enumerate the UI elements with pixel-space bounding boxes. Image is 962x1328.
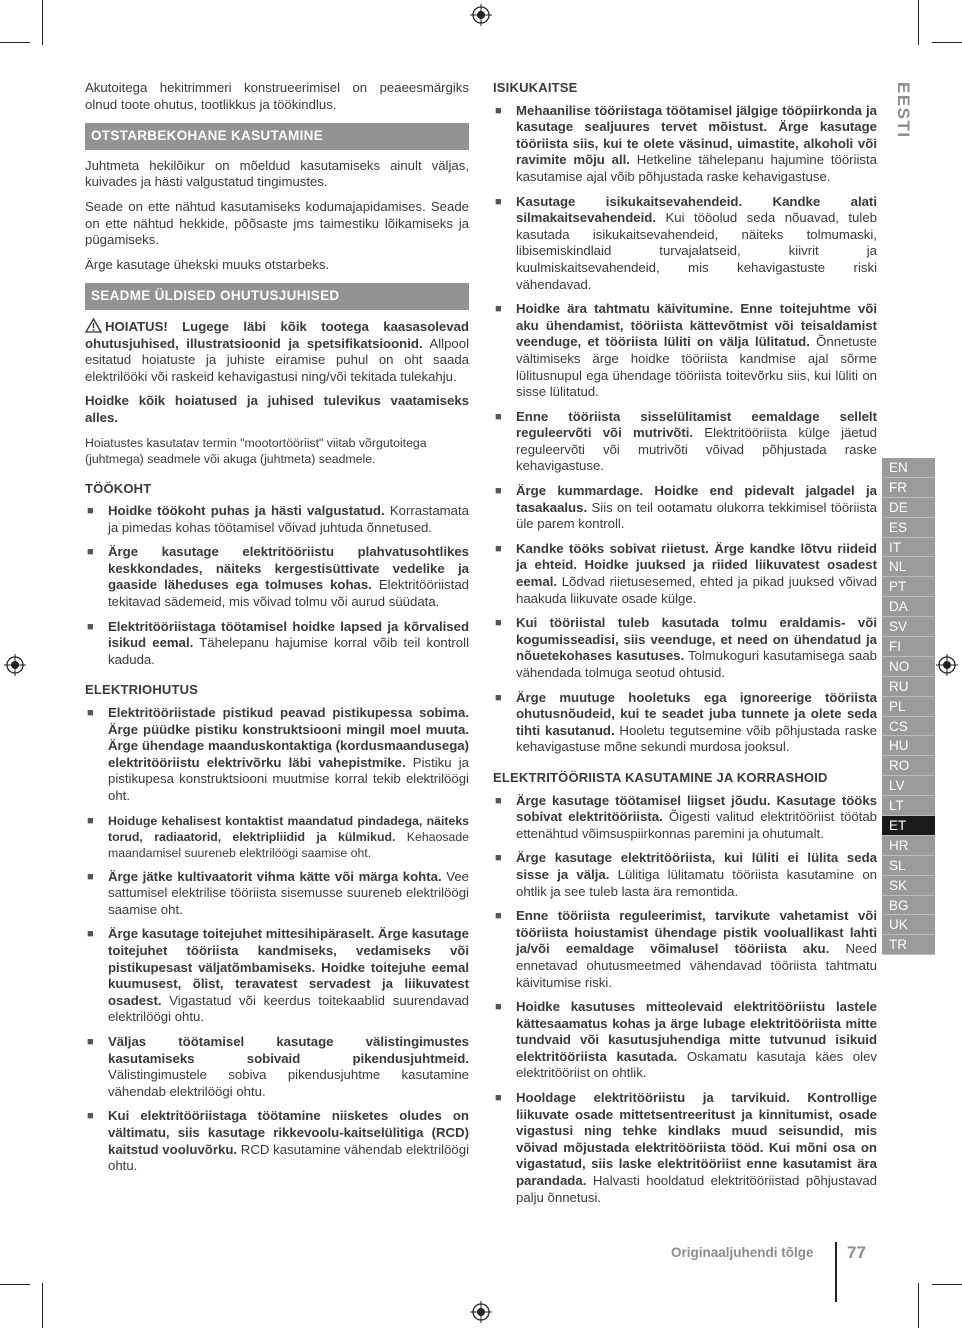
item-text: Vigastatud või keerdus toitekaablid suurendavad elektrilöögi ohtu. <box>108 992 469 1025</box>
item-bold: Kasutage isikukaitsevahendeid. Kandke alati silmakaitsevahendeid. <box>516 193 877 226</box>
list-item: ■ Ärge kasutage elektritööriista, kui lüliti ei lülita seda sisse ja välja. Lülitiga lülitamatu tööriista kasutamine on ohtlik ja see tuleb lasta ära remontida. <box>495 850 877 899</box>
right-column <box>493 80 877 1214</box>
registration-mark-icon <box>936 654 958 676</box>
item-bold: Hoidke ära tahtmatu käivitumine. Enne toitejuhtme või aku ühendamist, tööriista kättevõtmist või teisaldamist veenduge, et tööriista lüliti on välja lülitatud. <box>516 301 877 350</box>
crop-mark <box>932 1284 962 1285</box>
list-item: ■ Ärge kasutage toitejuhet mittesihipäraselt. Ärge kasutage toitejuhet tööriista kandmiseks, vedamiseks või pistikupesast väljatõmbamiseks. Hoidke toitejuhe eemal kuumusest, õlist, teravatest servadest ja liikuvatest osadest. Vigastatud või keerdus toitekaablid suurendavad elektrilöögi ohtu. <box>87 926 469 1025</box>
footer-divider <box>835 1242 837 1302</box>
list-item: ■ Hoidke ära tahtmatu käivitumine. Enne toitejuhtme või aku ühendamist, tööriista kättevõtmist või teisaldamist veenduge, et tööriista lüliti on välja lülitatud. Õnnetuste vältimiseks ärge hoidke tööriista kandmise ajal sõrme lülitusnupul ega ühendage tööriista toitevõrku siis, kui lüliti on sisse lülitatud. <box>495 301 877 400</box>
list-item: ■ Ärge jätke kultivaatorit vihma kätte või märga kohta. Vee sattumisel elektrilise tööriista sisemusse suureneb elektrilöögi saamise oht. <box>87 868 469 917</box>
language-tab-de[interactable]: DE <box>882 498 935 518</box>
keep-instructions <box>85 393 469 426</box>
item-bold: Kui tööriistal tuleb kasutada tolmu eraldamis- või kogumisseadisi, siis veenduge, et need on ühendatud ja nõuetekohases kasutuses. <box>516 615 877 664</box>
language-tab-uk[interactable]: UK <box>882 915 935 935</box>
keep-instructions-text: Hoidke kõik hoiatused ja juhised tulevikus vaatamiseks alles. <box>85 393 469 425</box>
registration-mark-icon <box>470 4 492 26</box>
item-bold: Hooldage elektritööriistu ja tarvikuid. Kontrollige liikuvate osade mittetsentreeritust ja kinnitumist, osade vigastusi ning tehke kindlaks muud seisundid, mis võivad mõjustada elektritööriista tööd. Kui mõni osa on vigastatud, siis laske elektritööriist enne kasutamist ära parandada. <box>516 1090 877 1189</box>
item-bold: Hoidke töökoht puhas ja hästi valgustatud. <box>108 503 385 519</box>
section-heading-intended-use: OTSTARBEKOHANE KASUTAMINE <box>85 123 469 150</box>
warning-triangle-icon <box>85 318 102 333</box>
subheading-tool-use-care: ELEKTRITÖÖRIISTA KASUTAMINE JA KORRASHOID <box>493 769 828 785</box>
language-tab-it[interactable]: IT <box>882 538 935 558</box>
warning-text: Allpool esitatud hoiatuste ja juhiste eiramise puhul on oht saada elektrilööki või raskeid kehavigastusi ning/või tekitada tulekahju. <box>85 335 470 384</box>
registration-mark-icon <box>4 654 26 676</box>
list-item: ■ Kasutage isikukaitsevahendeid. Kandke alati silmakaitsevahendeid. Kui tööolud seda nõuavad, tuleb kasutada isikukaitsevahendeid, näiteks tolmumaski, libisemiskindlaid turvajalatseid, kiivrit ja kuulmiskaitsevahendeid, mis kehavigastuste riski vähendavad. <box>495 193 877 292</box>
language-tab-sv[interactable]: SV <box>882 617 935 637</box>
item-text: Tähelepanu hajumise korral võib teil kontroll kaduda. <box>108 635 470 667</box>
language-tab-ro[interactable]: RO <box>882 756 935 776</box>
item-bold: Ärge kasutage toitejuhet mittesihipäraselt. Ärge kasutage toitejuhet tööriista kandmiseks, vedamiseks või pistikupesast väljatõmbamiseks. Hoidke toitejuhe eemal kuumusest, õlist, teravatest servadest ja liikuvatest osadest. <box>108 926 469 1008</box>
language-tab-sk[interactable]: SK <box>882 876 935 896</box>
item-text: Hooletu tegutsemine võib põhjustada raske kehavigastuse mõne sekundi murdosa jooksul. <box>516 722 877 755</box>
item-text: Pistiku ja pistikupesa konstruktsiooni muutmise korral tekib elektrilöögi oht. <box>108 754 469 803</box>
intro-paragraph: Akutoitega hekitrimmeri konstrueerimisel on peaeesmärgiks olnud toote ohutus, tootlikkus ja töökindlus. <box>85 80 469 112</box>
paragraph: Ärge kasutage ühekski muuks otstarbeks. <box>85 256 330 272</box>
item-bold: Ärge kasutage töötamisel liigset jõudu. Kasutage tööks sobivat elektritööriista. <box>516 792 877 825</box>
item-bold: Elektritööriistaga töötamisel hoidke lapsed ja kõrvalised isikud eemal. <box>108 618 469 651</box>
item-bold: Ärge kummardage. Hoidke end pidevalt jalgadel ja tasakaalus. <box>516 483 877 515</box>
language-tab-ru[interactable]: RU <box>882 677 935 697</box>
item-bold: Mehaanilise tööriistaga töötamisel jälgige tööpiirkonda ja kasutage sealjuures tervet mõistust. Ärge kasutage tööriista siis, kui te olete väsinud, uimastite, alkoholi või ravimite mõju all. <box>516 102 877 168</box>
item-bold: Hoidke kasutuses mitteolevaid elektritööriistu lastele kättesaamatus kohas ja ärge lubage elektritööriista mitte tundvaid või kasutusjuhendiga mitte tutvunud isikuid elektritööriista kasutada. <box>516 999 877 1064</box>
list-item: ■ Ärge kasutage töötamisel liigset jõudu. Kasutage tööks sobivat elektritööriista. Õigesti valitud elektritööriist töötab ettenähtud võimsuspiirkonnas paremini ja ohutumalt. <box>495 792 877 841</box>
list-item: ■ Ärge kummardage. Hoidke end pidevalt jalgadel ja tasakaalus. Siis on teil ootamatu olukorra tekkimisel tööriista üle parem kontroll. <box>495 483 877 532</box>
language-tab-no[interactable]: NO <box>882 657 935 677</box>
language-tab-fi[interactable]: FI <box>882 637 935 657</box>
language-tab-pl[interactable]: PL <box>882 697 935 717</box>
item-text: Need ennetavad ohutusmeetmed vähendavad tööriista tahtmatu käivitumise riski. <box>516 941 877 990</box>
registration-mark-icon <box>470 1301 492 1323</box>
language-tab-tr[interactable]: TR <box>882 935 935 955</box>
crop-mark <box>918 1283 919 1328</box>
item-bold: Kandke tööks sobivat riietust. Ärge kandke lõtvu riideid ja ehteid. Hoidke juuksed ja riided liikuvatest osadest eemal. <box>516 540 877 590</box>
language-side-title <box>881 82 921 142</box>
language-tab-lt[interactable]: LT <box>882 796 935 816</box>
list-item: ■ Elektritööriistade pistikud peavad pistikupessa sobima. Ärge püüdke pistiku konstruktsiooni mingil moel muuta. Ärge ühendage maanduskontaktiga (kordusmaandusega) elektritööriistu elektrivõrku läbi vahepistmike. Pistiku ja pistikupesa konstruktsiooni muutmise korral tekib elektrilöögi oht. <box>87 705 469 803</box>
item-text: RCD kasutamine vähendab elektrilöögi ohtu. <box>108 1141 469 1174</box>
item-bold: Ärge kasutage elektritööriistu plahvatusohtlikes keskkondades, näiteks kergestisüttivate vedelike ja gaaside läheduses ega tolmuses kohas. <box>108 544 469 593</box>
language-tab-hu[interactable]: HU <box>882 736 935 756</box>
item-bold: Ärge muutuge hooletuks ega ignoreerige tööriista ohutusnõudeid, kui te seadet juba tunnete ja olete seda tihti kasutanud. <box>516 689 877 738</box>
item-bold: Väljas töötamisel kasutage välistingimustes kasutamiseks sobivaid pikendusjuhtmeid. <box>108 1033 469 1066</box>
item-bold: Enne tööriista sisselülitamist eemaldage sellelt reguleervõti või mutrivõti. <box>516 408 877 441</box>
paragraph: Juhtmeta hekilõikur on mõeldud kasutamiseks ainult väljas, kuivades ja hästi valgustatud tingimustes. <box>85 157 469 190</box>
language-tab-es[interactable]: ES <box>882 518 935 538</box>
list-item: ■ Ärge muutuge hooletuks ega ignoreerige tööriista ohutusnõudeid, kui te seadet juba tunnete ja olete seda tihti kasutanud. Hooletu tegutsemine võib põhjustada raske kehavigastuse mõne sekundi murdosa jooksul. <box>495 689 877 755</box>
side-title-text: EESTI <box>894 82 913 139</box>
list-item: ■ Kandke tööks sobivat riietust. Ärge kandke lõtvu riideid ja ehteid. Hoidke juuksed ja riided liikuvatest osadest eemal. Lõdvad riietusesemed, ehted ja pikad juuksed võivad haakuda liikuvate osade külge. <box>495 540 877 606</box>
item-text: Halvasti hooldatud elektritööriistad põhjustavad palju õnnetusi. <box>516 1173 877 1205</box>
list-item: ■ Hooldage elektritööriistu ja tarvikuid. Kontrollige liikuvate osade mittetsentreeritust ja kinnitumist, osade vigastusi ning tehke kindlaks muud seisundid, mis võivad mõjustada elektritööriista tööd. Kui mõni osa on vigastatud, siis laske elektritööriist enne kasutamist ära parandada. Halvasti hooldatud elektritööriistad põhjustavad palju õnnetusi. <box>495 1090 877 1205</box>
language-tab-cs[interactable]: CS <box>882 717 935 737</box>
crop-mark <box>42 1283 43 1328</box>
item-text: Elektritööriista külge jäetud reguleervõti või mutrivõti võivad põhjustada raske kehavigastuse. <box>516 425 877 474</box>
language-tab-sl[interactable]: SL <box>882 856 935 876</box>
language-tab-bg[interactable]: BG <box>882 896 935 916</box>
section-heading-general-safety: SEADME ÜLDISED OHUTUSJUHISED <box>85 283 469 310</box>
item-bold: Hoiduge kehalisest kontaktist maandatud pindadega, näiteks torud, radiaatorid, elektripliidid ja külmikud. <box>108 813 469 844</box>
left-column <box>85 80 469 1183</box>
subheading-work-area: TÖÖKOHT <box>85 480 152 496</box>
item-bold: Ärge jätke kultivaatorit vihma kätte või märga kohta. <box>108 868 442 884</box>
item-text: Siis on teil ootamatu olukorra tekkimisel tööriista üle parem kontroll. <box>516 499 877 532</box>
list-item: ■ Ärge kasutage elektritööriistu plahvatusohtlikes keskkondades, näiteks kergestisüttivate vedelike ja gaaside läheduses ega tolmuses kohas. Elektritööriistad tekitavad sädemeid, mis võivad tolmu või aurud süüdata. <box>87 544 469 610</box>
language-tab-et[interactable]: ET <box>882 816 935 836</box>
item-bold: Elektritööriistade pistikud peavad pistikupessa sobima. Ärge püüdke pistiku konstruktsiooni mingil moel muuta. Ärge ühendage maanduskontaktiga (kordusmaandusega) elektritööriistu elektrivõrku läbi vahepistmike. <box>108 705 469 770</box>
subheading-electrical-safety: ELEKTRIOHUTUS <box>85 682 199 698</box>
footer-text: Originaaljuhendi tõlge <box>671 1245 814 1260</box>
item-text: Õigesti valitud elektritööriist töötab ettenähtud võimsuspiirkonnas paremini ja ohutumalt. <box>516 809 877 841</box>
crop-mark <box>0 1284 30 1285</box>
language-tab-da[interactable]: DA <box>882 597 935 617</box>
language-tab-en[interactable]: EN <box>882 458 935 478</box>
language-tabs <box>882 458 935 955</box>
item-bold: Kui elektritööriistaga töötamine niisketes oludes on vältimatu, siis kasutage rikkevoolu-kaitselülitiga (RCD) kaitstud vooluvõrku. <box>108 1108 469 1157</box>
item-text: Välistingimustele sobiva pikendusjuhtme kasutamine vähendab elektrilöögi ohtu. <box>108 1067 469 1099</box>
item-text: Lülitiga lülitamatu tööriista kasutamine on ohtlik ja see tuleb lasta ära remontida. <box>516 866 877 899</box>
list-item: ■ Elektritööriistaga töötamisel hoidke lapsed ja kõrvalised isikud eemal. Tähelepanu hajumise korral võib teil kontroll kaduda. <box>87 618 470 667</box>
list-item: ■ Kui elektritööriistaga töötamine niisketes oludes on vältimatu, siis kasutage rikkevoolu-kaitselülitiga (RCD) kaitstud vooluvõrku. RCD kasutamine vähendab elektrilöögi ohtu. <box>87 1108 469 1174</box>
item-text: Elektritööriistad tekitavad sädemeid, mis võivad tolmu või aurud süüdata. <box>108 577 469 610</box>
item-text: Kui tööolud seda nõuavad, tuleb kasutada isikukaitsevahendeid, näiteks tolmumaski, libisemiskindlaid turvajalatseid, kiivrit ja kuulmiskaitsevahendeid, mis kehavigastuste riski vähendavad. <box>516 210 877 292</box>
language-tab-nl[interactable]: NL <box>882 557 935 577</box>
list-item: ■ Enne tööriista sisselülitamist eemaldage sellelt reguleervõti või mutrivõti. Elektritööriista külge jäetud reguleervõti või mutrivõti võivad põhjustada raske kehavigastuse. <box>495 408 877 474</box>
list-item: ■ Hoidke kasutuses mitteolevaid elektritööriistu lastele kättesaamatus kohas ja ärge lubage elektritööriista mitte tundvaid või kasutusjuhendiga mitte tutvunud isikuid elektritööriista kasutada. Oskamatu kasutaja käes olev elektritööriist on ohtlik. <box>495 999 877 1081</box>
list-item: ■ Väljas töötamisel kasutage välistingimustes kasutamiseks sobivaid pikendusjuhtmeid. Välistingimustele sobiva pikendusjuhtme kasutamine vähendab elektrilöögi ohtu. <box>87 1033 469 1099</box>
subheading-personal-safety: ISIKUKAITSE <box>493 80 578 95</box>
term-note: Hoiatustes kasutatav termin "mootortööriist" viitab võrgutoitega (juhtmega) seadmele või akuga (juhtmeta) seadmele. <box>85 435 427 466</box>
warning-bold-text: HOIATUS! Lugege läbi kõik tootega kaasasolevad ohutusjuhised, illustratsioonid ja spetsifikatsioonid. <box>85 318 469 351</box>
item-text: Kehaosade maandamisel suureneb elektrilöögi saamise oht. <box>108 829 470 860</box>
language-tab-lv[interactable]: LV <box>882 776 935 796</box>
page-number: 77 <box>847 1243 866 1262</box>
work-area-list <box>85 503 469 668</box>
item-bold: Ärge kasutage elektritööriista, kui lüliti ei lülita seda sisse ja välja. <box>516 850 877 882</box>
electrical-safety-list <box>85 705 469 1175</box>
language-tab-hr[interactable]: HR <box>882 836 935 856</box>
item-text: Korrastamata ja pimedas kohas töötamisel võivad juhtuda õnnetused. <box>108 503 469 535</box>
list-item: ■ Hoiduge kehalisest kontaktist maandatud pindadega, näiteks torud, radiaatorid, elektripliidid ja külmikud. Kehaosade maandamisel suureneb elektrilöögi saamise oht. <box>87 813 470 860</box>
item-bold: Enne tööriista reguleerimist, tarvikute vahetamist või tööriista hoiustamist ühendage pistik vooluallikast lahti ja/või eemaldage võimalusel tööriista aku. <box>516 908 877 957</box>
item-text: Vee sattumisel elektrilise tööriista sisemusse suureneb elektrilöögi saamise oht. <box>108 868 469 917</box>
item-text: Õnnetuste vältimiseks ärge hoidke tööriista kandmise ajal sõrme lülitusnupul ega ühendage tööriista toitevõrku siis, kui lüliti on sisse lülitatud. <box>516 334 877 400</box>
list-item: ■ Mehaanilise tööriistaga töötamisel jälgige tööpiirkonda ja kasutage sealjuures tervet mõistust. Ärge kasutage tööriista siis, kui te olete väsinud, uimastite, alkoholi või ravimite mõju all. Hetkeline tähelepanu hajumine tööriista kasutamise ajal võib põhjustada raske kehavigastuse. <box>495 102 877 184</box>
list-item: ■ Enne tööriista reguleerimist, tarvikute vahetamist või tööriista hoiustamist ühendage pistik vooluallikast lahti ja/või eemaldage võimalusel tööriista aku. Need ennetavad ohutusmeetmed vähendavad tööriista tahtmatu käivitumise riski. <box>495 908 877 990</box>
crop-mark <box>0 42 30 43</box>
item-text: Lõdvad riietusesemed, ehted ja pikad juuksed võivad haakuda liikuvate osade külge. <box>516 574 877 606</box>
crop-mark <box>932 42 962 43</box>
crop-mark <box>42 0 43 45</box>
personal-safety-list <box>493 103 877 756</box>
crop-mark <box>918 0 919 45</box>
item-text: Oskamatu kasutaja käes olev elektritööriist on ohtlik. <box>516 1048 877 1081</box>
item-text: Hetkeline tähelepanu hajumine tööriista kasutamise ajal võib põhjustada raske kehavigastuse. <box>516 152 877 184</box>
language-tab-pt[interactable]: PT <box>882 577 935 597</box>
language-tab-fr[interactable]: FR <box>882 478 935 498</box>
list-item: ■ Kui tööriistal tuleb kasutada tolmu eraldamis- või kogumisseadisi, siis veenduge, et need on ühendatud ja nõuetekohases kasutuses. Tolmukoguri kasutamisega saab vähendada tolmuga seotud ohtusid. <box>495 615 877 680</box>
list-item: ■ Hoidke töökoht puhas ja hästi valgustatud. Korrastamata ja pimedas kohas töötamisel võivad juhtuda õnnetused. <box>87 503 469 535</box>
item-text: Tolmukoguri kasutamisega saab vähendada tolmuga seotud ohtusid. <box>516 648 877 680</box>
tool-use-list <box>493 793 877 1207</box>
paragraph: Seade on ette nähtud kasutamiseks kodumajapidamises. Seade on ette nähtud hekkide, põõsaste jms taimestiku lõikamiseks ja pügamiseks. <box>85 198 469 248</box>
warning-paragraph <box>85 318 469 385</box>
